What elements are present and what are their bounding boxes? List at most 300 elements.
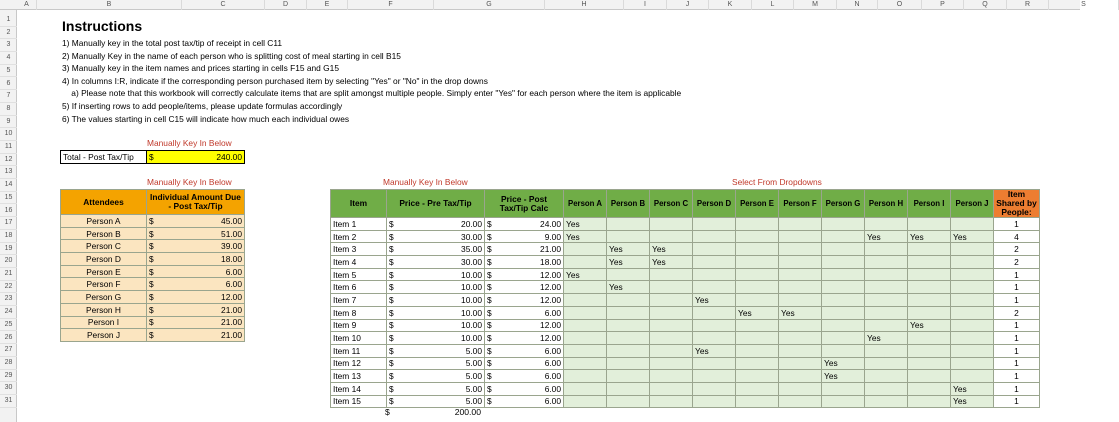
post-tax-price-cell: 6.00	[497, 395, 564, 408]
person-dropdown-cell[interactable]	[736, 332, 779, 345]
post-tax-currency: $	[485, 370, 497, 383]
attendee-row	[61, 278, 245, 291]
person-dropdown-cell[interactable]	[908, 243, 951, 256]
attendee-amount-cell[interactable]: 12.00	[161, 291, 245, 304]
person-dropdown-cell[interactable]	[908, 218, 951, 231]
person-dropdown-cell[interactable]	[736, 395, 779, 408]
person-dropdown-cell[interactable]: Yes	[908, 230, 951, 243]
total-value-cell[interactable]: 240.00	[161, 151, 245, 164]
person-dropdown-cell[interactable]	[822, 256, 865, 269]
person-dropdown-cell[interactable]	[564, 319, 607, 332]
column-header-i[interactable]: I	[624, 0, 667, 10]
person-dropdown-cell[interactable]	[951, 306, 994, 319]
person-dropdown-cell[interactable]	[779, 268, 822, 281]
person-dropdown-cell[interactable]	[693, 370, 736, 383]
post-tax-price-cell: 21.00	[497, 243, 564, 256]
person-dropdown-cell[interactable]	[822, 332, 865, 345]
row-header-3[interactable]: 3	[0, 39, 17, 52]
person-dropdown-cell[interactable]	[779, 256, 822, 269]
person-dropdown-cell[interactable]	[865, 268, 908, 281]
item-row	[331, 294, 1040, 307]
attendee-amount-cell[interactable]: 6.00	[161, 278, 245, 291]
column-header-g[interactable]: G	[434, 0, 545, 10]
attendee-name-cell[interactable]: Person E	[61, 265, 147, 278]
person-dropdown-cell[interactable]	[779, 395, 822, 408]
person-dropdown-cell[interactable]	[908, 281, 951, 294]
row-header-15[interactable]: 15	[0, 192, 17, 205]
person-dropdown-cell[interactable]	[650, 281, 693, 294]
attendee-amount-cell[interactable]: 39.00	[161, 240, 245, 253]
pre-tax-price-cell[interactable]: 5.00	[399, 370, 485, 383]
person-dropdown-cell[interactable]	[779, 382, 822, 395]
person-dropdown-cell[interactable]	[822, 218, 865, 231]
column-header-n[interactable]: N	[837, 0, 878, 10]
person-dropdown-cell[interactable]	[607, 344, 650, 357]
person-dropdown-cell[interactable]	[865, 344, 908, 357]
person-dropdown-cell[interactable]: Yes	[564, 230, 607, 243]
person-dropdown-cell[interactable]: Yes	[951, 230, 994, 243]
item-name-cell[interactable]: Item 7	[331, 294, 387, 307]
person-dropdown-cell[interactable]: Yes	[951, 395, 994, 408]
item-row	[331, 332, 1040, 345]
person-dropdown-cell[interactable]	[865, 319, 908, 332]
person-dropdown-cell[interactable]	[951, 332, 994, 345]
row-header-25[interactable]: 25	[0, 319, 17, 332]
item-name-cell[interactable]: Item 15	[331, 395, 387, 408]
person-dropdown-cell[interactable]	[607, 319, 650, 332]
attendees-table	[60, 189, 245, 342]
person-dropdown-cell[interactable]	[822, 294, 865, 307]
person-dropdown-cell[interactable]	[822, 395, 865, 408]
row-header-21[interactable]: 21	[0, 268, 17, 281]
person-dropdown-cell[interactable]	[779, 218, 822, 231]
item-name-cell[interactable]: Item 8	[331, 306, 387, 319]
pre-tax-currency: $	[387, 344, 399, 357]
person-dropdown-cell[interactable]	[779, 319, 822, 332]
column-header-l[interactable]: L	[752, 0, 794, 10]
attendee-amount-cell[interactable]: 45.00	[161, 215, 245, 228]
item-name-cell[interactable]: Item 14	[331, 382, 387, 395]
row-header-20[interactable]: 20	[0, 255, 17, 268]
column-header-f[interactable]: F	[348, 0, 434, 10]
person-dropdown-cell[interactable]	[607, 395, 650, 408]
item-row	[331, 370, 1040, 383]
person-dropdown-cell[interactable]: Yes	[736, 306, 779, 319]
person-dropdown-cell[interactable]	[736, 357, 779, 370]
post-tax-currency: $	[485, 395, 497, 408]
person-dropdown-cell[interactable]	[564, 294, 607, 307]
person-dropdown-cell[interactable]	[908, 395, 951, 408]
person-dropdown-cell[interactable]	[951, 256, 994, 269]
person-dropdown-cell[interactable]	[951, 281, 994, 294]
person-dropdown-cell[interactable]	[607, 357, 650, 370]
pre-tax-currency: $	[387, 281, 399, 294]
person-dropdown-cell[interactable]	[865, 281, 908, 294]
attendee-name-cell[interactable]: Person I	[61, 316, 147, 329]
attendee-amount-cell[interactable]: 21.00	[161, 316, 245, 329]
person-dropdown-cell[interactable]	[736, 370, 779, 383]
person-dropdown-cell[interactable]	[908, 357, 951, 370]
attendee-amount-cell[interactable]: 51.00	[161, 227, 245, 240]
person-dropdown-cell[interactable]: Yes	[564, 268, 607, 281]
person-dropdown-cell[interactable]	[865, 256, 908, 269]
person-dropdown-cell[interactable]	[779, 243, 822, 256]
person-dropdown-cell[interactable]	[908, 306, 951, 319]
row-header-12[interactable]: 12	[0, 154, 17, 167]
item-name-cell[interactable]: Item 3	[331, 243, 387, 256]
person-dropdown-cell[interactable]	[607, 294, 650, 307]
row-header-2[interactable]: 2	[0, 27, 17, 40]
person-dropdown-cell[interactable]	[951, 268, 994, 281]
person-dropdown-cell[interactable]	[779, 357, 822, 370]
row-header-9[interactable]: 9	[0, 116, 17, 129]
person-dropdown-cell[interactable]	[908, 382, 951, 395]
attendees-note: Manually Key In Below	[147, 177, 232, 187]
person-dropdown-cell[interactable]	[693, 319, 736, 332]
person-dropdown-cell[interactable]	[607, 370, 650, 383]
person-dropdown-cell[interactable]	[865, 395, 908, 408]
attendee-row	[61, 303, 245, 316]
person-dropdown-cell[interactable]	[822, 319, 865, 332]
row-header-29[interactable]: 29	[0, 370, 17, 383]
shared-count-cell: 1	[994, 319, 1040, 332]
person-dropdown-cell[interactable]	[908, 332, 951, 345]
person-dropdown-cell[interactable]	[908, 256, 951, 269]
person-dropdown-cell[interactable]	[564, 357, 607, 370]
item-name-cell[interactable]: Item 11	[331, 344, 387, 357]
instruction-line: 2) Manually Key in the name of each person who is splitting cost of meal starting in cell B15	[62, 50, 401, 61]
row-header-11[interactable]: 11	[0, 141, 17, 154]
person-dropdown-cell[interactable]	[865, 382, 908, 395]
shared-count-cell: 2	[994, 306, 1040, 319]
person-dropdown-cell[interactable]: Yes	[607, 256, 650, 269]
person-dropdown-cell[interactable]	[865, 306, 908, 319]
pre-tax-price-cell[interactable]: 30.00	[399, 256, 485, 269]
person-dropdown-cell[interactable]	[779, 294, 822, 307]
column-header-a[interactable]: A	[17, 0, 37, 10]
row-header-4[interactable]: 4	[0, 52, 17, 65]
column-header-o[interactable]: O	[878, 0, 922, 10]
person-header-e: Person E	[736, 190, 779, 218]
item-name-cell[interactable]: Item 13	[331, 370, 387, 383]
column-header-e[interactable]: E	[307, 0, 348, 10]
pre-tax-price-cell[interactable]: 35.00	[399, 243, 485, 256]
post-tax-currency: $	[485, 281, 497, 294]
pre-tax-price-cell[interactable]: 20.00	[399, 218, 485, 231]
pre-tax-currency: $	[387, 319, 399, 332]
column-header-m[interactable]: M	[794, 0, 837, 10]
instruction-line: 1) Manually key in the total post tax/tip of receipt in cell C11	[62, 38, 283, 48]
person-dropdown-cell[interactable]	[693, 268, 736, 281]
person-dropdown-cell[interactable]	[650, 268, 693, 281]
pre-tax-price-cell[interactable]: 10.00	[399, 268, 485, 281]
column-header-p[interactable]: P	[922, 0, 964, 10]
item-name-cell[interactable]: Item 4	[331, 256, 387, 269]
person-dropdown-cell[interactable]	[908, 370, 951, 383]
row-header-5[interactable]: 5	[0, 65, 17, 78]
person-dropdown-cell[interactable]	[736, 243, 779, 256]
person-dropdown-cell[interactable]	[951, 344, 994, 357]
person-dropdown-cell[interactable]	[650, 395, 693, 408]
attendee-name-cell[interactable]: Person G	[61, 291, 147, 304]
person-dropdown-cell[interactable]	[693, 332, 736, 345]
person-dropdown-cell[interactable]	[779, 332, 822, 345]
column-header-b[interactable]: B	[37, 0, 182, 10]
column-header-k[interactable]: K	[709, 0, 752, 10]
pre-tax-price-cell[interactable]: 30.00	[399, 230, 485, 243]
post-tax-header: Price - Post Tax/Tip Calc	[485, 190, 564, 218]
person-dropdown-cell[interactable]	[736, 294, 779, 307]
post-tax-price-cell: 6.00	[497, 370, 564, 383]
pre-tax-price-cell[interactable]: 10.00	[399, 319, 485, 332]
person-dropdown-cell[interactable]	[693, 230, 736, 243]
person-dropdown-cell[interactable]	[650, 382, 693, 395]
person-dropdown-cell[interactable]	[650, 218, 693, 231]
person-dropdown-cell[interactable]	[693, 395, 736, 408]
pre-tax-price-cell[interactable]: 5.00	[399, 357, 485, 370]
pre-tax-header: Price - Pre Tax/Tip	[387, 190, 485, 218]
person-dropdown-cell[interactable]	[822, 306, 865, 319]
shared-count-cell: 1	[994, 344, 1040, 357]
item-name-cell[interactable]: Item 5	[331, 268, 387, 281]
row-header-8[interactable]: 8	[0, 103, 17, 116]
person-dropdown-cell[interactable]	[951, 319, 994, 332]
person-dropdown-cell[interactable]: Yes	[822, 370, 865, 383]
attendee-name-cell[interactable]: Person J	[61, 329, 147, 342]
row-header-13[interactable]: 13	[0, 166, 17, 179]
person-dropdown-cell[interactable]	[607, 332, 650, 345]
post-tax-price-cell: 12.00	[497, 294, 564, 307]
person-dropdown-cell[interactable]: Yes	[693, 294, 736, 307]
attendee-amount-cell[interactable]: 18.00	[161, 253, 245, 266]
item-name-cell[interactable]: Item 12	[331, 357, 387, 370]
column-header-r[interactable]: R	[1007, 0, 1049, 10]
post-tax-price-cell: 18.00	[497, 256, 564, 269]
item-row	[331, 395, 1040, 408]
row-header-26[interactable]: 26	[0, 332, 17, 345]
person-dropdown-cell[interactable]	[564, 382, 607, 395]
person-dropdown-cell[interactable]	[693, 382, 736, 395]
person-dropdown-cell[interactable]	[650, 332, 693, 345]
person-dropdown-cell[interactable]	[736, 382, 779, 395]
attendee-row	[61, 253, 245, 266]
pre-tax-currency: $	[387, 370, 399, 383]
person-dropdown-cell[interactable]	[779, 370, 822, 383]
row-header-17[interactable]: 17	[0, 217, 17, 230]
row-header-10[interactable]: 10	[0, 128, 17, 141]
person-dropdown-cell[interactable]	[564, 332, 607, 345]
row-header-7[interactable]: 7	[0, 90, 17, 103]
item-name-cell[interactable]: Item 2	[331, 230, 387, 243]
column-header-q[interactable]: Q	[964, 0, 1007, 10]
pre-tax-price-cell[interactable]: 5.00	[399, 382, 485, 395]
person-dropdown-cell[interactable]	[779, 230, 822, 243]
person-dropdown-cell[interactable]	[607, 382, 650, 395]
post-tax-currency: $	[485, 344, 497, 357]
person-dropdown-cell[interactable]	[564, 395, 607, 408]
person-dropdown-cell[interactable]	[607, 268, 650, 281]
person-dropdown-cell[interactable]: Yes	[650, 243, 693, 256]
person-dropdown-cell[interactable]	[822, 230, 865, 243]
item-name-cell[interactable]: Item 6	[331, 281, 387, 294]
person-dropdown-cell[interactable]	[650, 319, 693, 332]
attendee-name-cell[interactable]: Person B	[61, 227, 147, 240]
row-header-24[interactable]: 24	[0, 306, 17, 319]
person-dropdown-cell[interactable]	[736, 230, 779, 243]
person-dropdown-cell[interactable]: Yes	[865, 230, 908, 243]
person-dropdown-cell[interactable]: Yes	[865, 332, 908, 345]
person-dropdown-cell[interactable]	[951, 218, 994, 231]
person-dropdown-cell[interactable]: Yes	[564, 218, 607, 231]
column-header-s[interactable]: S	[1049, 0, 1119, 10]
person-dropdown-cell[interactable]: Yes	[650, 256, 693, 269]
row-header-27[interactable]: 27	[0, 344, 17, 357]
column-header-h[interactable]: H	[545, 0, 624, 10]
person-dropdown-cell[interactable]	[650, 344, 693, 357]
row-header-14[interactable]: 14	[0, 179, 17, 192]
person-dropdown-cell[interactable]	[865, 294, 908, 307]
person-dropdown-cell[interactable]	[908, 294, 951, 307]
total-label: Total - Post Tax/Tip	[61, 151, 147, 164]
row-header-22[interactable]: 22	[0, 281, 17, 294]
pre-tax-price-cell[interactable]: 10.00	[399, 281, 485, 294]
person-dropdown-cell[interactable]	[693, 306, 736, 319]
person-dropdown-cell[interactable]: Yes	[908, 319, 951, 332]
person-dropdown-cell[interactable]: Yes	[822, 357, 865, 370]
person-dropdown-cell[interactable]	[822, 243, 865, 256]
row-header-30[interactable]: 30	[0, 382, 17, 395]
attendee-name-cell[interactable]: Person F	[61, 278, 147, 291]
post-tax-currency: $	[485, 243, 497, 256]
pre-tax-price-cell[interactable]: 5.00	[399, 344, 485, 357]
row-header-28[interactable]: 28	[0, 357, 17, 370]
row-header-1[interactable]: 1	[0, 14, 17, 27]
post-tax-currency: $	[485, 306, 497, 319]
person-dropdown-cell[interactable]	[951, 370, 994, 383]
row-header-23[interactable]: 23	[0, 293, 17, 306]
row-header-31[interactable]: 31	[0, 395, 17, 408]
person-dropdown-cell[interactable]	[693, 256, 736, 269]
person-dropdown-cell[interactable]	[865, 370, 908, 383]
shared-count-cell: 1	[994, 357, 1040, 370]
column-header-c[interactable]: C	[182, 0, 265, 10]
person-dropdown-cell[interactable]	[736, 281, 779, 294]
person-dropdown-cell[interactable]	[736, 319, 779, 332]
person-dropdown-cell[interactable]	[822, 268, 865, 281]
item-row	[331, 382, 1040, 395]
person-dropdown-cell[interactable]	[865, 243, 908, 256]
item-name-cell[interactable]: Item 1	[331, 218, 387, 231]
attendee-name-cell[interactable]: Person D	[61, 253, 147, 266]
person-dropdown-cell[interactable]: Yes	[607, 243, 650, 256]
person-dropdown-cell[interactable]	[822, 344, 865, 357]
person-dropdown-cell[interactable]	[564, 370, 607, 383]
row-header-19[interactable]: 19	[0, 243, 17, 256]
item-name-cell[interactable]: Item 9	[331, 319, 387, 332]
person-dropdown-cell[interactable]	[865, 218, 908, 231]
attendee-currency: $	[147, 278, 161, 291]
attendee-currency: $	[147, 265, 161, 278]
person-dropdown-cell[interactable]	[650, 370, 693, 383]
person-header-a: Person A	[564, 190, 607, 218]
row-header-16[interactable]: 16	[0, 205, 17, 218]
pre-tax-price-cell[interactable]: 10.00	[399, 306, 485, 319]
person-dropdown-cell[interactable]	[736, 256, 779, 269]
person-dropdown-cell[interactable]	[951, 243, 994, 256]
person-dropdown-cell[interactable]	[564, 256, 607, 269]
pre-tax-currency: $	[387, 218, 399, 231]
shared-count-cell: 2	[994, 256, 1040, 269]
sheet-grid[interactable]	[17, 10, 1080, 422]
pre-tax-price-cell[interactable]: 10.00	[399, 332, 485, 345]
person-dropdown-cell[interactable]: Yes	[779, 306, 822, 319]
person-dropdown-cell[interactable]	[693, 357, 736, 370]
person-dropdown-cell[interactable]	[822, 382, 865, 395]
person-dropdown-cell[interactable]	[607, 306, 650, 319]
person-dropdown-cell[interactable]	[564, 306, 607, 319]
person-dropdown-cell[interactable]	[908, 344, 951, 357]
person-dropdown-cell[interactable]	[693, 243, 736, 256]
attendee-name-cell[interactable]: Person H	[61, 303, 147, 316]
attendee-amount-cell[interactable]: 21.00	[161, 303, 245, 316]
person-dropdown-cell[interactable]	[865, 357, 908, 370]
row-header-18[interactable]: 18	[0, 230, 17, 243]
total-note: Manually Key In Below	[147, 138, 232, 148]
person-dropdown-cell[interactable]	[650, 306, 693, 319]
person-dropdown-cell[interactable]	[650, 357, 693, 370]
person-dropdown-cell[interactable]	[736, 218, 779, 231]
person-dropdown-cell[interactable]	[779, 281, 822, 294]
column-header-j[interactable]: J	[667, 0, 709, 10]
post-tax-price-cell: 24.00	[497, 218, 564, 231]
person-dropdown-cell[interactable]	[779, 344, 822, 357]
attendee-name-cell[interactable]: Person C	[61, 240, 147, 253]
person-dropdown-cell[interactable]	[908, 268, 951, 281]
person-dropdown-cell[interactable]	[650, 294, 693, 307]
person-dropdown-cell[interactable]: Yes	[693, 344, 736, 357]
post-tax-currency: $	[485, 268, 497, 281]
person-dropdown-cell[interactable]	[564, 281, 607, 294]
person-dropdown-cell[interactable]	[564, 243, 607, 256]
pre-tax-currency: $	[387, 357, 399, 370]
person-dropdown-cell[interactable]	[822, 281, 865, 294]
person-dropdown-cell[interactable]: Yes	[951, 382, 994, 395]
person-dropdown-cell[interactable]	[736, 344, 779, 357]
item-name-cell[interactable]: Item 10	[331, 332, 387, 345]
post-tax-currency: $	[485, 256, 497, 269]
person-dropdown-cell[interactable]	[951, 294, 994, 307]
person-dropdown-cell[interactable]	[693, 218, 736, 231]
pre-tax-price-cell[interactable]: 5.00	[399, 395, 485, 408]
attendee-amount-cell[interactable]: 21.00	[161, 329, 245, 342]
attendee-amount-cell[interactable]: 6.00	[161, 265, 245, 278]
person-dropdown-cell[interactable]	[564, 344, 607, 357]
person-dropdown-cell[interactable]	[693, 281, 736, 294]
attendee-name-cell[interactable]: Person A	[61, 215, 147, 228]
person-dropdown-cell[interactable]	[607, 230, 650, 243]
person-dropdown-cell[interactable]: Yes	[607, 281, 650, 294]
column-headers	[0, 0, 1086, 10]
person-dropdown-cell[interactable]	[650, 230, 693, 243]
item-row	[331, 319, 1040, 332]
person-dropdown-cell[interactable]	[736, 268, 779, 281]
pre-tax-price-cell[interactable]: 10.00	[399, 294, 485, 307]
row-header-6[interactable]: 6	[0, 78, 17, 91]
person-dropdown-cell[interactable]	[951, 357, 994, 370]
column-header-d[interactable]: D	[265, 0, 307, 10]
person-dropdown-cell[interactable]	[607, 218, 650, 231]
attendee-row	[61, 240, 245, 253]
